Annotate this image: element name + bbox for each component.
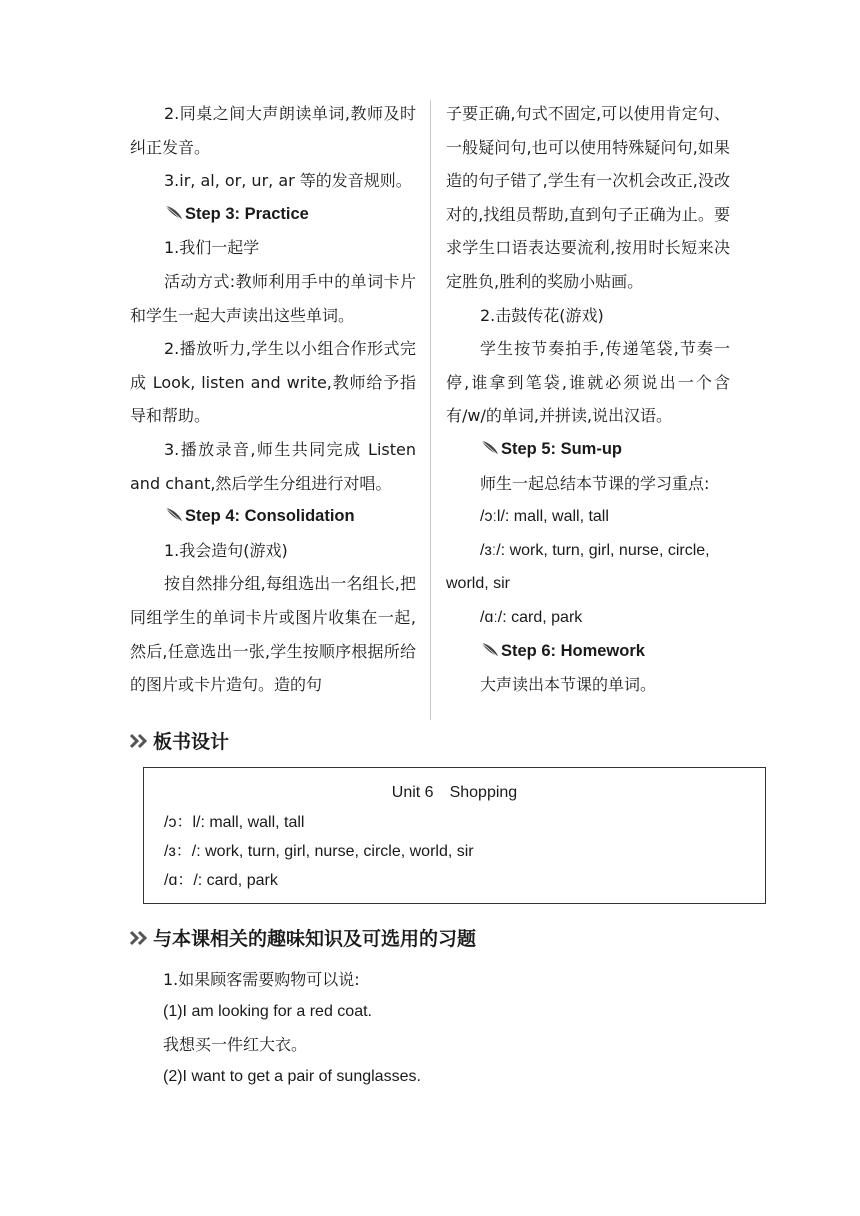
- feather-icon: [164, 506, 184, 524]
- paragraph: (1)I am looking for a red coat.: [163, 1003, 372, 1021]
- section-heading-board: [130, 727, 229, 754]
- step-label: Step 6: Homework: [501, 641, 645, 660]
- paragraph: 2.击鼓传花(游戏): [480, 305, 604, 325]
- paragraph: 1.我会造句(游戏): [164, 540, 288, 560]
- board-design-box: [143, 767, 766, 904]
- feather-icon: [164, 204, 184, 222]
- feather-icon: [480, 641, 500, 659]
- section-heading-extra: [130, 924, 476, 951]
- board-title: Unit 6 Shopping: [391, 784, 518, 801]
- paragraph: 学生按节奏拍手,传递笔袋,节奏一停,谁拿到笔袋,谁就必须说出一个含有/w/的单词,并拼读,说出汉语。: [446, 339, 730, 426]
- board-line: /ɜ：/: work, turn, girl, nurse, circle, world, sir: [164, 843, 474, 860]
- section-title: 与本课相关的趣味知识及可选用的习题: [153, 928, 477, 950]
- step-label: Step 5: Sum-up: [501, 439, 623, 458]
- step-heading: [130, 500, 416, 534]
- paragraph: 活动方式:教师利用手中的单词卡片和学生一起大声读出这些单词。: [130, 271, 416, 325]
- board-line: /ɔ：l/: mall, wall, tall: [164, 814, 305, 831]
- paragraph: /ɜː/: work, turn, girl, nurse, circle, world, sir: [446, 541, 710, 593]
- right-column: [446, 97, 730, 702]
- paragraph: 子要正确,句式不固定,可以使用肯定句、一般疑问句,也可以使用特殊疑问句,如果造的句子错了,学生有一次机会改正,没改对的,找组员帮助,直到句子正确为止。要求学生口语表达要流利,按用时长短来决定胜负,胜利的奖励小贴画。: [446, 104, 730, 291]
- paragraph: 2.同桌之间大声朗读单词,教师及时纠正发音。: [130, 104, 416, 157]
- paragraph: /ɑː/: card, park: [480, 608, 583, 626]
- paragraph: 师生一起总结本节课的学习重点:: [480, 473, 710, 493]
- paragraph: 3.ir, al, or, ur, ar 等的发音规则。: [164, 171, 412, 191]
- paragraph: 2.播放听力,学生以小组合作形式完成 Look, listen and write,教师给予指导和帮助。: [130, 339, 416, 426]
- board-line: /ɑ：/: card, park: [164, 872, 278, 889]
- left-column: [130, 97, 416, 702]
- step-label: Step 3: Practice: [185, 204, 309, 223]
- double-chevron-icon: [130, 929, 152, 947]
- paragraph: 按自然排分组,每组选出一名组长,把同组学生的单词卡片或图片收集在一起,然后,任意选出一张,学生按顺序根据所给的图片或卡片造句。造的句: [130, 574, 416, 695]
- step-heading: [446, 433, 730, 467]
- double-chevron-icon: [130, 732, 152, 750]
- column-divider: [430, 100, 431, 720]
- extra-content: [163, 964, 421, 1094]
- paragraph: 1.我们一起学: [164, 238, 260, 258]
- paragraph: (2)I want to get a pair of sunglasses.: [163, 1068, 421, 1086]
- paragraph: 我想买一件红大衣。: [163, 1034, 308, 1054]
- paragraph: 大声读出本节课的单词。: [480, 675, 657, 695]
- paragraph: /ɔːl/: mall, wall, tall: [480, 508, 609, 526]
- step-label: Step 4: Consolidation: [185, 507, 355, 526]
- feather-icon: [480, 439, 500, 457]
- step-heading: [130, 198, 416, 232]
- paragraph: 3.播放录音,师生共同完成 Listen and chant,然后学生分组进行对唱。: [130, 439, 416, 493]
- section-title: 板书设计: [153, 731, 230, 753]
- paragraph: 1.如果顾客需要购物可以说:: [163, 970, 360, 989]
- step-heading: [446, 635, 730, 669]
